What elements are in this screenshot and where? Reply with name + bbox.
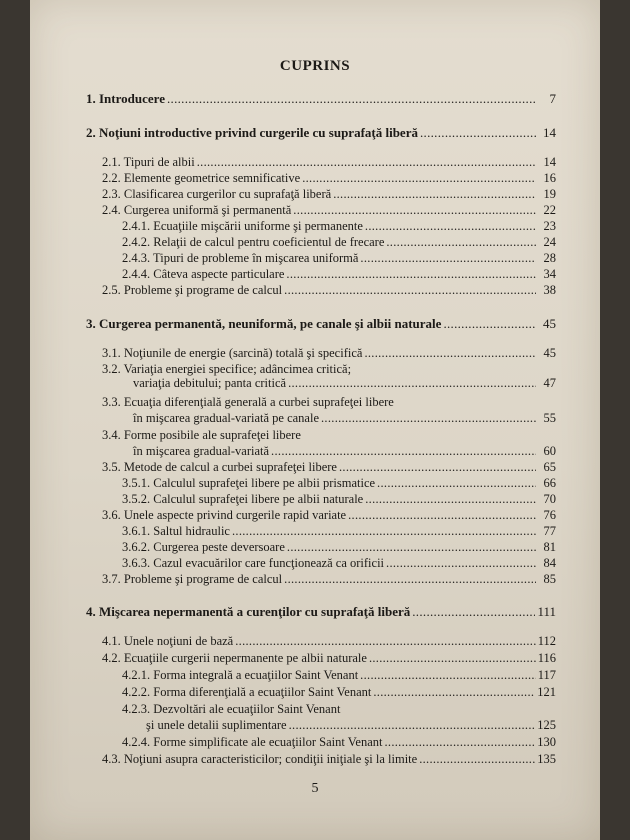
toc-subentry: 2.4.1. Ecuaţiile mişcării uniforme şi permanente ..... 23 [122,219,556,233]
toc-subentry: 3.5.1. Calculul suprafeţei libere pe albii prismatice ..... 66 [122,476,556,490]
toc-entry: 3.5. Metode de calcul a curbei suprafeţei libere ..... 65 [102,460,556,474]
toc-entry: 3.7. Probleme şi programe de calcul ..... 85 [102,572,556,586]
toc-subentry: 2.4.2. Relaţii de calcul pentru coeficientul de frecare ..... 24 [122,235,556,249]
toc-subentry: 3.6.3. Cazul evacuărilor care funcţionează ca orificii ..... 84 [122,556,556,570]
toc-entry: 4.1. Unele noţiuni de bază ..... 112 [102,634,556,648]
toc-subentry: 2.4.3. Tipuri de probleme în mişcarea uniformă ..... 28 [122,251,556,265]
toc-entry-continued: în mişcarea gradual-variată ..... 60 [133,444,556,458]
toc-entry-line: 3.2. Variaţia energiei specifice; adâncimea critică; [102,362,352,376]
toc-subentry-line: 4.2.3. Dezvoltări ale ecuaţiilor Saint Venant [122,702,341,716]
toc-entry: 2.5. Probleme şi programe de calcul ..... 38 [102,283,556,297]
toc-entry: 3.6. Unele aspecte privind curgerile rapid variate ..... 76 [102,508,556,522]
toc-entry: 2.4. Curgerea uniformă şi permanentă ..... 22 [102,203,556,217]
toc-title: CUPRINS [279,58,351,74]
toc-entry: 2.2. Elemente geometrice semnificative ..... 16 [102,171,556,185]
toc-subentry: 3.6.1. Saltul hidraulic ..... 77 [122,524,556,538]
toc-entry: 2.1. Tipuri de albii ..... 14 [102,155,556,169]
toc-chapter-3: 3. Curgerea permanentă, neuniformă, pe canale şi albii naturale ..... 45 [86,317,556,331]
toc-chapter-1: 1. Introducere ..... 7 [86,92,556,106]
toc-subentry: 3.5.2. Calculul suprafeţei libere pe albii naturale ..... 70 [122,492,556,506]
toc-subentry: 3.6.2. Curgerea peste deversoare ..... 81 [122,540,556,554]
toc-subentry: 2.4.4. Câteva aspecte particulare ..... 34 [122,267,556,281]
toc-subentry: 4.2.2. Forma diferenţială a ecuaţiilor Saint Venant ..... 121 [122,685,556,699]
toc-chapter-2: 2. Noţiuni introductive privind curgerile cu suprafaţă liberă ..... 14 [86,126,556,140]
toc-entry-line: 3.3. Ecuaţia diferenţială generală a curbei suprafeţei libere [102,395,394,409]
toc-subentry-continued: şi unele detalii suplimentare ..... 125 [146,718,556,732]
toc-subentry: 4.2.4. Forme simplificate ale ecuaţiilor Saint Venant ..... 130 [122,735,556,749]
toc-entry-line: 3.4. Forme posibile ale suprafeţei libere [102,428,301,442]
toc-subentry: 4.2.1. Forma integrală a ecuaţiilor Saint Venant ..... 117 [122,668,556,682]
toc-entry: 2.3. Clasificarea curgerilor cu suprafaţă liberă ..... 19 [102,187,556,201]
toc-chapter-4: 4. Mişcarea nepermanentă a curenţilor cu suprafaţă liberă ..... 111 [86,605,556,619]
page-number: 5 [311,781,319,796]
toc-entry: 4.3. Noţiuni asupra caracteristicilor; condiţii iniţiale şi la limite ..... 135 [102,752,556,766]
toc-entry: 3.1. Noţiunile de energie (sarcină) totală şi specifică ..... 45 [102,346,556,360]
book-page [30,0,600,840]
toc-entry: 4.2. Ecuaţiile curgerii nepermanente pe albii naturale ..... 116 [102,651,556,665]
toc-entry-continued: în mişcarea gradual-variată pe canale ..... 55 [133,411,556,425]
toc-entry-continued: variaţia debitului; panta critică ..... 47 [133,376,556,390]
